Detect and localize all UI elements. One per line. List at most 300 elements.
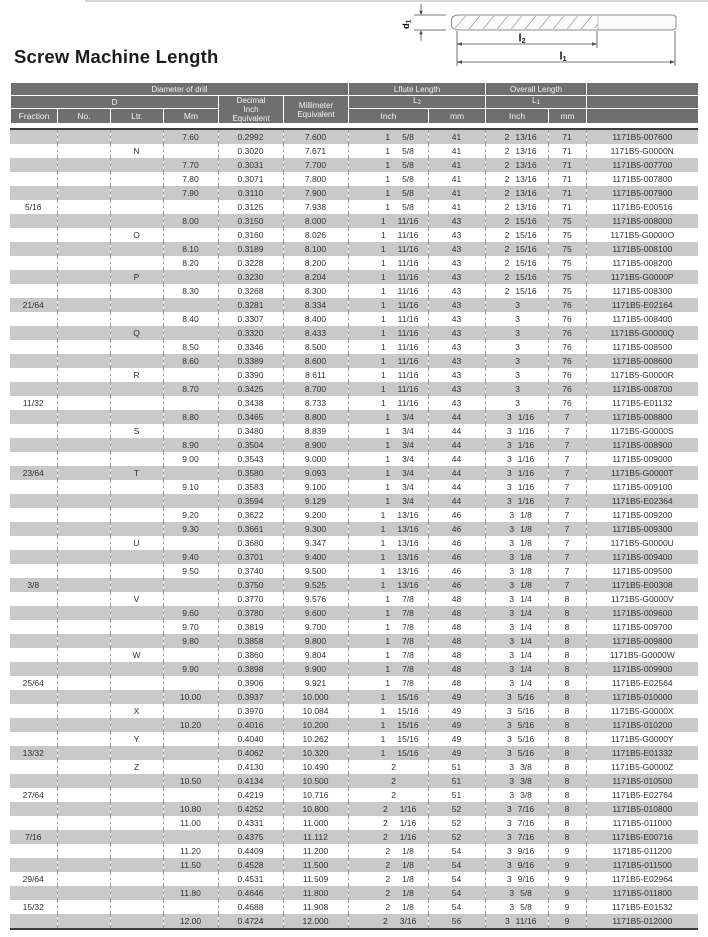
header-l1: $L_1$ — [486, 96, 587, 109]
cell-no — [57, 214, 110, 228]
cell-no — [57, 129, 110, 144]
cell-millimeter-equivalent: 9.200 — [283, 508, 348, 522]
cell-overall-length-inch: 2 13/16 — [485, 144, 548, 158]
cell-fraction — [10, 536, 57, 550]
cell-part-number: 1171B5-008100 — [612, 244, 673, 254]
cell-decimal-inch-equivalent: 0.3680 — [218, 536, 283, 550]
cell-decimal-inch-equivalent: 0.4016 — [218, 718, 283, 732]
cell-overall-length-inch: 3 1/4 — [485, 592, 548, 606]
cell-overall-length-inch: 3 — [485, 312, 548, 326]
cell-flute-length-mm: 44 — [428, 410, 485, 424]
cell-overall-length-mm: 8 — [548, 592, 586, 606]
cell-fraction — [10, 550, 57, 564]
cell-decimal-inch-equivalent: 0.3160 — [218, 228, 283, 242]
cell-part-number: 1171B5-009300 — [612, 524, 673, 534]
cell-part-number: 1171B5-011800 — [612, 888, 672, 898]
cell-overall-length-inch: 2 13/16 — [485, 186, 548, 200]
l2-dimension — [457, 31, 597, 66]
cell-fraction — [10, 858, 57, 872]
cell-part-number: 1171B5-G0000Y — [610, 734, 674, 744]
cell-flute-length-mm: 51 — [428, 788, 485, 802]
cell-flute-length-inch: 1 11/16 — [348, 270, 428, 284]
table-row — [10, 298, 698, 312]
cell-flute-length-mm: 54 — [428, 872, 485, 886]
cell-no — [57, 774, 110, 788]
cell-fraction — [10, 129, 57, 144]
cell-fraction — [10, 480, 57, 494]
cell-fraction: 11/32 — [10, 396, 57, 410]
table-row — [10, 270, 698, 284]
cell-overall-length-inch: 2 15/16 — [485, 214, 548, 228]
cell-mm: 8.20 — [163, 256, 218, 270]
cell-flute-length-mm: 54 — [428, 900, 485, 914]
table-row — [10, 732, 698, 746]
cell-flute-length-inch: 1 13/16 — [348, 508, 428, 522]
cell-ltr — [110, 494, 163, 508]
cell-flute-length-inch: 1 7/8 — [348, 662, 428, 676]
table-row — [10, 424, 698, 438]
cell-decimal-inch-equivalent: 0.3071 — [218, 172, 283, 186]
cell-mm: 11.80 — [163, 886, 218, 900]
cell-flute-length-inch: 2 1/16 — [348, 802, 428, 816]
cell-overall-length-inch: 3 — [485, 340, 548, 354]
cell-fraction — [10, 774, 57, 788]
cell-flute-length-mm: 52 — [428, 830, 485, 844]
cell-no — [57, 368, 110, 382]
cell-part-number: 1171B5-E02964 — [611, 874, 673, 884]
header-no: No. — [58, 109, 111, 124]
cell-millimeter-equivalent: 9.900 — [283, 662, 348, 676]
cell-millimeter-equivalent: 8.026 — [283, 228, 348, 242]
cell-flute-length-inch: 1 13/16 — [348, 578, 428, 592]
cell-flute-length-inch: 1 15/16 — [348, 732, 428, 746]
cell-flute-length-mm: 46 — [428, 564, 485, 578]
cell-ltr — [110, 312, 163, 326]
cell-no — [57, 284, 110, 298]
cell-overall-length-mm: 7 — [548, 536, 586, 550]
cell-mm: 12.00 — [163, 914, 218, 929]
cell-decimal-inch-equivalent: 0.3480 — [218, 424, 283, 438]
cell-millimeter-equivalent: 8.700 — [283, 382, 348, 396]
cell-flute-length-inch: 1 7/8 — [348, 592, 428, 606]
cell-no — [57, 536, 110, 550]
table-row — [10, 620, 698, 634]
cell-ltr — [110, 256, 163, 270]
cell-overall-length-inch: 2 15/16 — [485, 228, 548, 242]
cell-millimeter-equivalent: 11.000 — [283, 816, 348, 830]
cell-no — [57, 746, 110, 760]
cell-mm — [163, 578, 218, 592]
cell-part-number: 1171B5-E01132 — [612, 398, 673, 408]
cell-no — [57, 662, 110, 676]
cell-overall-length-inch: 3 11/16 — [485, 914, 548, 929]
table-row — [10, 606, 698, 620]
cell-ltr: X — [110, 704, 163, 718]
cell-flute-length-mm: 56 — [428, 914, 485, 929]
cell-flute-length-inch: 1 3/4 — [348, 452, 428, 466]
cell-decimal-inch-equivalent: 0.3750 — [218, 578, 283, 592]
cell-mm: 9.30 — [163, 522, 218, 536]
table-row — [10, 634, 698, 648]
cell-flute-length-mm: 41 — [428, 158, 485, 172]
cell-flute-length-mm: 54 — [428, 886, 485, 900]
cell-fraction — [10, 690, 57, 704]
cell-decimal-inch-equivalent: 0.3860 — [218, 648, 283, 662]
cell-overall-length-inch: 3 5/16 — [485, 718, 548, 732]
cell-overall-length-inch: 3 1/16 — [485, 438, 548, 452]
header-d: D — [11, 96, 219, 109]
cell-fraction: 5/16 — [10, 200, 57, 214]
cell-millimeter-equivalent: 7.671 — [283, 144, 348, 158]
cell-mm: 8.00 — [163, 214, 218, 228]
cell-flute-length-inch: 1 11/16 — [348, 382, 428, 396]
cell-ltr — [110, 676, 163, 690]
cell-ltr — [110, 242, 163, 256]
cell-flute-length-inch: 2 1/8 — [348, 872, 428, 886]
cell-flute-length-mm: 52 — [428, 802, 485, 816]
cell-overall-length-inch: 3 1/16 — [485, 494, 548, 508]
cell-overall-length-inch: 3 3/8 — [485, 774, 548, 788]
cell-ltr — [110, 816, 163, 830]
cell-flute-length-mm: 46 — [428, 550, 485, 564]
cell-millimeter-equivalent: 9.300 — [283, 522, 348, 536]
cell-part-number: 1171B5-E02364 — [611, 496, 673, 506]
cell-no — [57, 550, 110, 564]
cell-overall-length-inch: 3 9/16 — [485, 858, 548, 872]
table-row — [10, 410, 698, 424]
cell-decimal-inch-equivalent: 0.3438 — [218, 396, 283, 410]
cell-decimal-inch-equivalent: 0.4252 — [218, 802, 283, 816]
cell-millimeter-equivalent: 11.509 — [283, 872, 348, 886]
cell-overall-length-inch: 3 1/4 — [485, 606, 548, 620]
cell-ltr — [110, 830, 163, 844]
cell-overall-length-inch: 2 13/16 — [485, 129, 548, 144]
cell-ltr — [110, 802, 163, 816]
cell-decimal-inch-equivalent: 0.3281 — [218, 298, 283, 312]
cell-decimal-inch-equivalent: 0.3110 — [218, 186, 283, 200]
cell-overall-length-inch: 3 5/8 — [485, 900, 548, 914]
cell-no — [57, 676, 110, 690]
cell-flute-length-mm: 49 — [428, 704, 485, 718]
cell-no — [57, 592, 110, 606]
cell-decimal-inch-equivalent: 0.3268 — [218, 284, 283, 298]
cell-flute-length-mm: 49 — [428, 732, 485, 746]
table-row — [10, 242, 698, 256]
cell-flute-length-inch: 1 15/16 — [348, 690, 428, 704]
header-overall-inch: Inch — [486, 109, 549, 124]
cell-flute-length-inch: 1 3/4 — [348, 438, 428, 452]
cell-flute-length-mm: 41 — [428, 186, 485, 200]
cell-ltr: S — [110, 424, 163, 438]
cell-ltr — [110, 914, 163, 929]
cell-mm: 9.60 — [163, 606, 218, 620]
cell-part-number: 1171B5-G0000X — [610, 706, 674, 716]
cell-decimal-inch-equivalent: 0.3230 — [218, 270, 283, 284]
cell-decimal-inch-equivalent: 0.4646 — [218, 886, 283, 900]
cell-flute-length-inch: 1 3/4 — [348, 480, 428, 494]
cell-mm: 8.10 — [163, 242, 218, 256]
cell-part-number: 1171B5-011500 — [612, 860, 672, 870]
cell-overall-length-inch: 3 — [485, 326, 548, 340]
cell-part-number: 1171B5-E01532 — [611, 902, 673, 912]
cell-overall-length-mm: 8 — [548, 816, 586, 830]
cell-no — [57, 424, 110, 438]
cell-overall-length-inch: 3 7/16 — [485, 816, 548, 830]
cell-millimeter-equivalent: 9.525 — [283, 578, 348, 592]
cell-ltr — [110, 410, 163, 424]
cell-millimeter-equivalent: 8.334 — [283, 298, 348, 312]
table-row — [10, 214, 698, 228]
cell-ltr: R — [110, 368, 163, 382]
cell-ltr — [110, 522, 163, 536]
cell-overall-length-mm: 75 — [548, 214, 586, 228]
cell-flute-length-mm: 52 — [428, 816, 485, 830]
cell-millimeter-equivalent: 7.700 — [283, 158, 348, 172]
cell-part-number: 1171B5-007900 — [612, 188, 673, 198]
cell-overall-length-inch: 3 1/4 — [485, 634, 548, 648]
cell-overall-length-mm: 8 — [548, 746, 586, 760]
cell-fraction — [10, 326, 57, 340]
cell-ltr — [110, 606, 163, 620]
cell-mm — [163, 200, 218, 214]
cell-no — [57, 522, 110, 536]
cell-flute-length-inch: 1 3/4 — [348, 410, 428, 424]
cell-part-number: 1171B5-009900 — [612, 664, 673, 674]
cell-flute-length-mm: 43 — [428, 382, 485, 396]
cell-part-number: 1171B5-E02164 — [611, 300, 673, 310]
cell-part-number: 1171B5-G0000U — [610, 538, 674, 548]
cell-mm: 8.30 — [163, 284, 218, 298]
cell-part-number: 1171B5-G0000Z — [611, 762, 674, 772]
cell-flute-length-mm: 43 — [428, 340, 485, 354]
cell-millimeter-equivalent: 8.400 — [283, 312, 348, 326]
table-row — [10, 284, 698, 298]
cell-part-number: 1171B5-007700 — [612, 160, 673, 170]
cell-mm — [163, 746, 218, 760]
cell-fraction: 23/64 — [10, 466, 57, 480]
header-overall-length: Overall Length — [486, 83, 587, 96]
cell-flute-length-mm: 48 — [428, 592, 485, 606]
cell-flute-length-inch: 2 1/8 — [348, 844, 428, 858]
cell-fraction — [10, 410, 57, 424]
cell-flute-length-mm: 43 — [428, 326, 485, 340]
cell-overall-length-inch: 3 7/16 — [485, 802, 548, 816]
cell-overall-length-mm: 9 — [548, 900, 586, 914]
cell-millimeter-equivalent: 7.800 — [283, 172, 348, 186]
table-row — [10, 508, 698, 522]
cell-overall-length-inch: 3 1/4 — [485, 620, 548, 634]
cell-flute-length-inch: 1 11/16 — [348, 354, 428, 368]
cell-part-number: 1171B5-008000 — [612, 216, 673, 226]
cell-no — [57, 704, 110, 718]
cell-flute-length-inch: 1 5/8 — [348, 186, 428, 200]
cell-overall-length-mm: 8 — [548, 718, 586, 732]
cell-part-number: 1171B5-008800 — [612, 412, 673, 422]
cell-decimal-inch-equivalent: 0.3390 — [218, 368, 283, 382]
cell-ltr — [110, 550, 163, 564]
cell-fraction — [10, 312, 57, 326]
cell-part-number: 1171B5-008500 — [612, 342, 673, 352]
cell-millimeter-equivalent: 8.839 — [283, 424, 348, 438]
table-row — [10, 172, 698, 186]
header-blank — [587, 96, 699, 109]
cell-ltr — [110, 438, 163, 452]
table-row — [10, 816, 698, 830]
cell-part-number: 1171B5-009600 — [612, 608, 673, 618]
cell-fraction — [10, 620, 57, 634]
cell-flute-length-mm: 49 — [428, 718, 485, 732]
table-row — [10, 872, 698, 886]
header-diameter-of-drill: Diameter of drill — [11, 83, 349, 96]
cell-flute-length-mm: 46 — [428, 522, 485, 536]
cell-mm — [163, 704, 218, 718]
cell-part-number: 1171B5-E00516 — [611, 202, 673, 212]
table-row — [10, 676, 698, 690]
cell-mm: 11.00 — [163, 816, 218, 830]
cell-fraction — [10, 914, 57, 929]
cell-overall-length-inch: 3 5/16 — [485, 690, 548, 704]
cell-part-number: 1171B5-007600 — [612, 132, 673, 142]
cell-mm: 9.90 — [163, 662, 218, 676]
cell-no — [57, 410, 110, 424]
cell-fraction — [10, 368, 57, 382]
cell-no — [57, 326, 110, 340]
table-row — [10, 886, 698, 900]
cell-no — [57, 466, 110, 480]
cell-decimal-inch-equivalent: 0.2992 — [218, 129, 283, 144]
cell-decimal-inch-equivalent: 0.3819 — [218, 620, 283, 634]
header-ltr: Ltr. — [111, 109, 164, 124]
cell-overall-length-mm: 76 — [548, 354, 586, 368]
cell-overall-length-mm: 9 — [548, 886, 586, 900]
cell-part-number: 1171B5-008700 — [612, 384, 673, 394]
cell-mm — [163, 676, 218, 690]
cell-part-number: 1171B5-008600 — [612, 356, 673, 366]
cell-no — [57, 732, 110, 746]
cell-ltr — [110, 774, 163, 788]
cell-fraction — [10, 340, 57, 354]
header-decimal-inch-equivalent: Decimal Inch Equivalent — [219, 96, 284, 124]
cell-flute-length-mm: 43 — [428, 242, 485, 256]
cell-decimal-inch-equivalent: 0.3320 — [218, 326, 283, 340]
cell-millimeter-equivalent: 9.347 — [283, 536, 348, 550]
cell-ltr — [110, 452, 163, 466]
table-row — [10, 494, 698, 508]
cell-no — [57, 494, 110, 508]
cell-part-number: 1171B5-E00308 — [611, 580, 673, 590]
cell-decimal-inch-equivalent: 0.4724 — [218, 914, 283, 929]
cell-flute-length-mm: 44 — [428, 438, 485, 452]
cell-millimeter-equivalent: 10.800 — [283, 802, 348, 816]
cell-ltr — [110, 200, 163, 214]
cell-decimal-inch-equivalent: 0.4528 — [218, 858, 283, 872]
cell-mm: 9.70 — [163, 620, 218, 634]
cell-decimal-inch-equivalent: 0.3583 — [218, 480, 283, 494]
cell-mm: 8.50 — [163, 340, 218, 354]
cell-flute-length-inch: 2 1/8 — [348, 900, 428, 914]
cell-flute-length-mm: 43 — [428, 270, 485, 284]
cell-flute-length-inch: 1 11/16 — [348, 228, 428, 242]
cell-ltr — [110, 158, 163, 172]
table-row — [10, 578, 698, 592]
cell-mm: 10.00 — [163, 690, 218, 704]
cell-flute-length-inch: 1 15/16 — [348, 704, 428, 718]
cell-ltr: Y — [110, 732, 163, 746]
cell-mm: 10.80 — [163, 802, 218, 816]
cell-flute-length-mm: 43 — [428, 396, 485, 410]
cell-ltr — [110, 578, 163, 592]
cell-ltr — [110, 284, 163, 298]
cell-fraction — [10, 760, 57, 774]
cell-fraction — [10, 704, 57, 718]
cell-ltr — [110, 746, 163, 760]
table-row — [10, 438, 698, 452]
cell-flute-length-mm: 43 — [428, 256, 485, 270]
cell-part-number: 1171B5-E00716 — [611, 832, 673, 842]
cell-flute-length-mm: 41 — [428, 129, 485, 144]
cell-overall-length-mm: 71 — [548, 158, 586, 172]
cell-overall-length-mm: 75 — [548, 256, 586, 270]
table-row — [10, 564, 698, 578]
cell-flute-length-inch: 1 13/16 — [348, 536, 428, 550]
table-row — [10, 830, 698, 844]
cell-part-number: 1171B5-011000 — [612, 818, 672, 828]
cell-no — [57, 788, 110, 802]
cell-mm: 8.60 — [163, 354, 218, 368]
cell-fraction — [10, 172, 57, 186]
cell-flute-length-inch: 1 11/16 — [348, 312, 428, 326]
cell-ltr — [110, 886, 163, 900]
cell-millimeter-equivalent: 9.400 — [283, 550, 348, 564]
cell-decimal-inch-equivalent: 0.3622 — [218, 508, 283, 522]
cell-fraction — [10, 592, 57, 606]
cell-decimal-inch-equivalent: 0.3031 — [218, 158, 283, 172]
cell-flute-length-inch: 1 7/8 — [348, 620, 428, 634]
cell-no — [57, 354, 110, 368]
cell-part-number: 1171B5-009000 — [612, 454, 673, 464]
table-row — [10, 396, 698, 410]
cell-millimeter-equivalent: 11.908 — [283, 900, 348, 914]
table-row — [10, 382, 698, 396]
header-mm: Mm — [164, 109, 219, 124]
cell-millimeter-equivalent: 8.433 — [283, 326, 348, 340]
cell-overall-length-mm: 9 — [548, 858, 586, 872]
cell-flute-length-mm: 44 — [428, 480, 485, 494]
cell-fraction: 15/32 — [10, 900, 57, 914]
cell-flute-length-mm: 48 — [428, 620, 485, 634]
cell-overall-length-mm: 76 — [548, 368, 586, 382]
cell-decimal-inch-equivalent: 0.3780 — [218, 606, 283, 620]
cell-no — [57, 298, 110, 312]
cell-mm — [163, 592, 218, 606]
cell-flute-length-inch: 1 13/16 — [348, 550, 428, 564]
cell-decimal-inch-equivalent: 0.4531 — [218, 872, 283, 886]
cell-flute-length-inch: 1 7/8 — [348, 606, 428, 620]
cell-flute-length-mm: 43 — [428, 228, 485, 242]
cell-flute-length-inch: 1 5/8 — [348, 129, 428, 144]
cell-part-number: 1171B5-010000 — [612, 692, 673, 702]
cell-part-number: 1171B5-009800 — [612, 636, 673, 646]
cell-no — [57, 830, 110, 844]
cell-overall-length-inch: 3 — [485, 354, 548, 368]
cell-part-number: 1171B5-G0000P — [610, 272, 674, 282]
d1-dimension — [414, 4, 446, 41]
cell-no — [57, 690, 110, 704]
cell-flute-length-mm: 44 — [428, 466, 485, 480]
cell-part-number: 1171B5-008400 — [612, 314, 673, 324]
cell-no — [57, 872, 110, 886]
cell-flute-length-inch: 1 11/16 — [348, 396, 428, 410]
